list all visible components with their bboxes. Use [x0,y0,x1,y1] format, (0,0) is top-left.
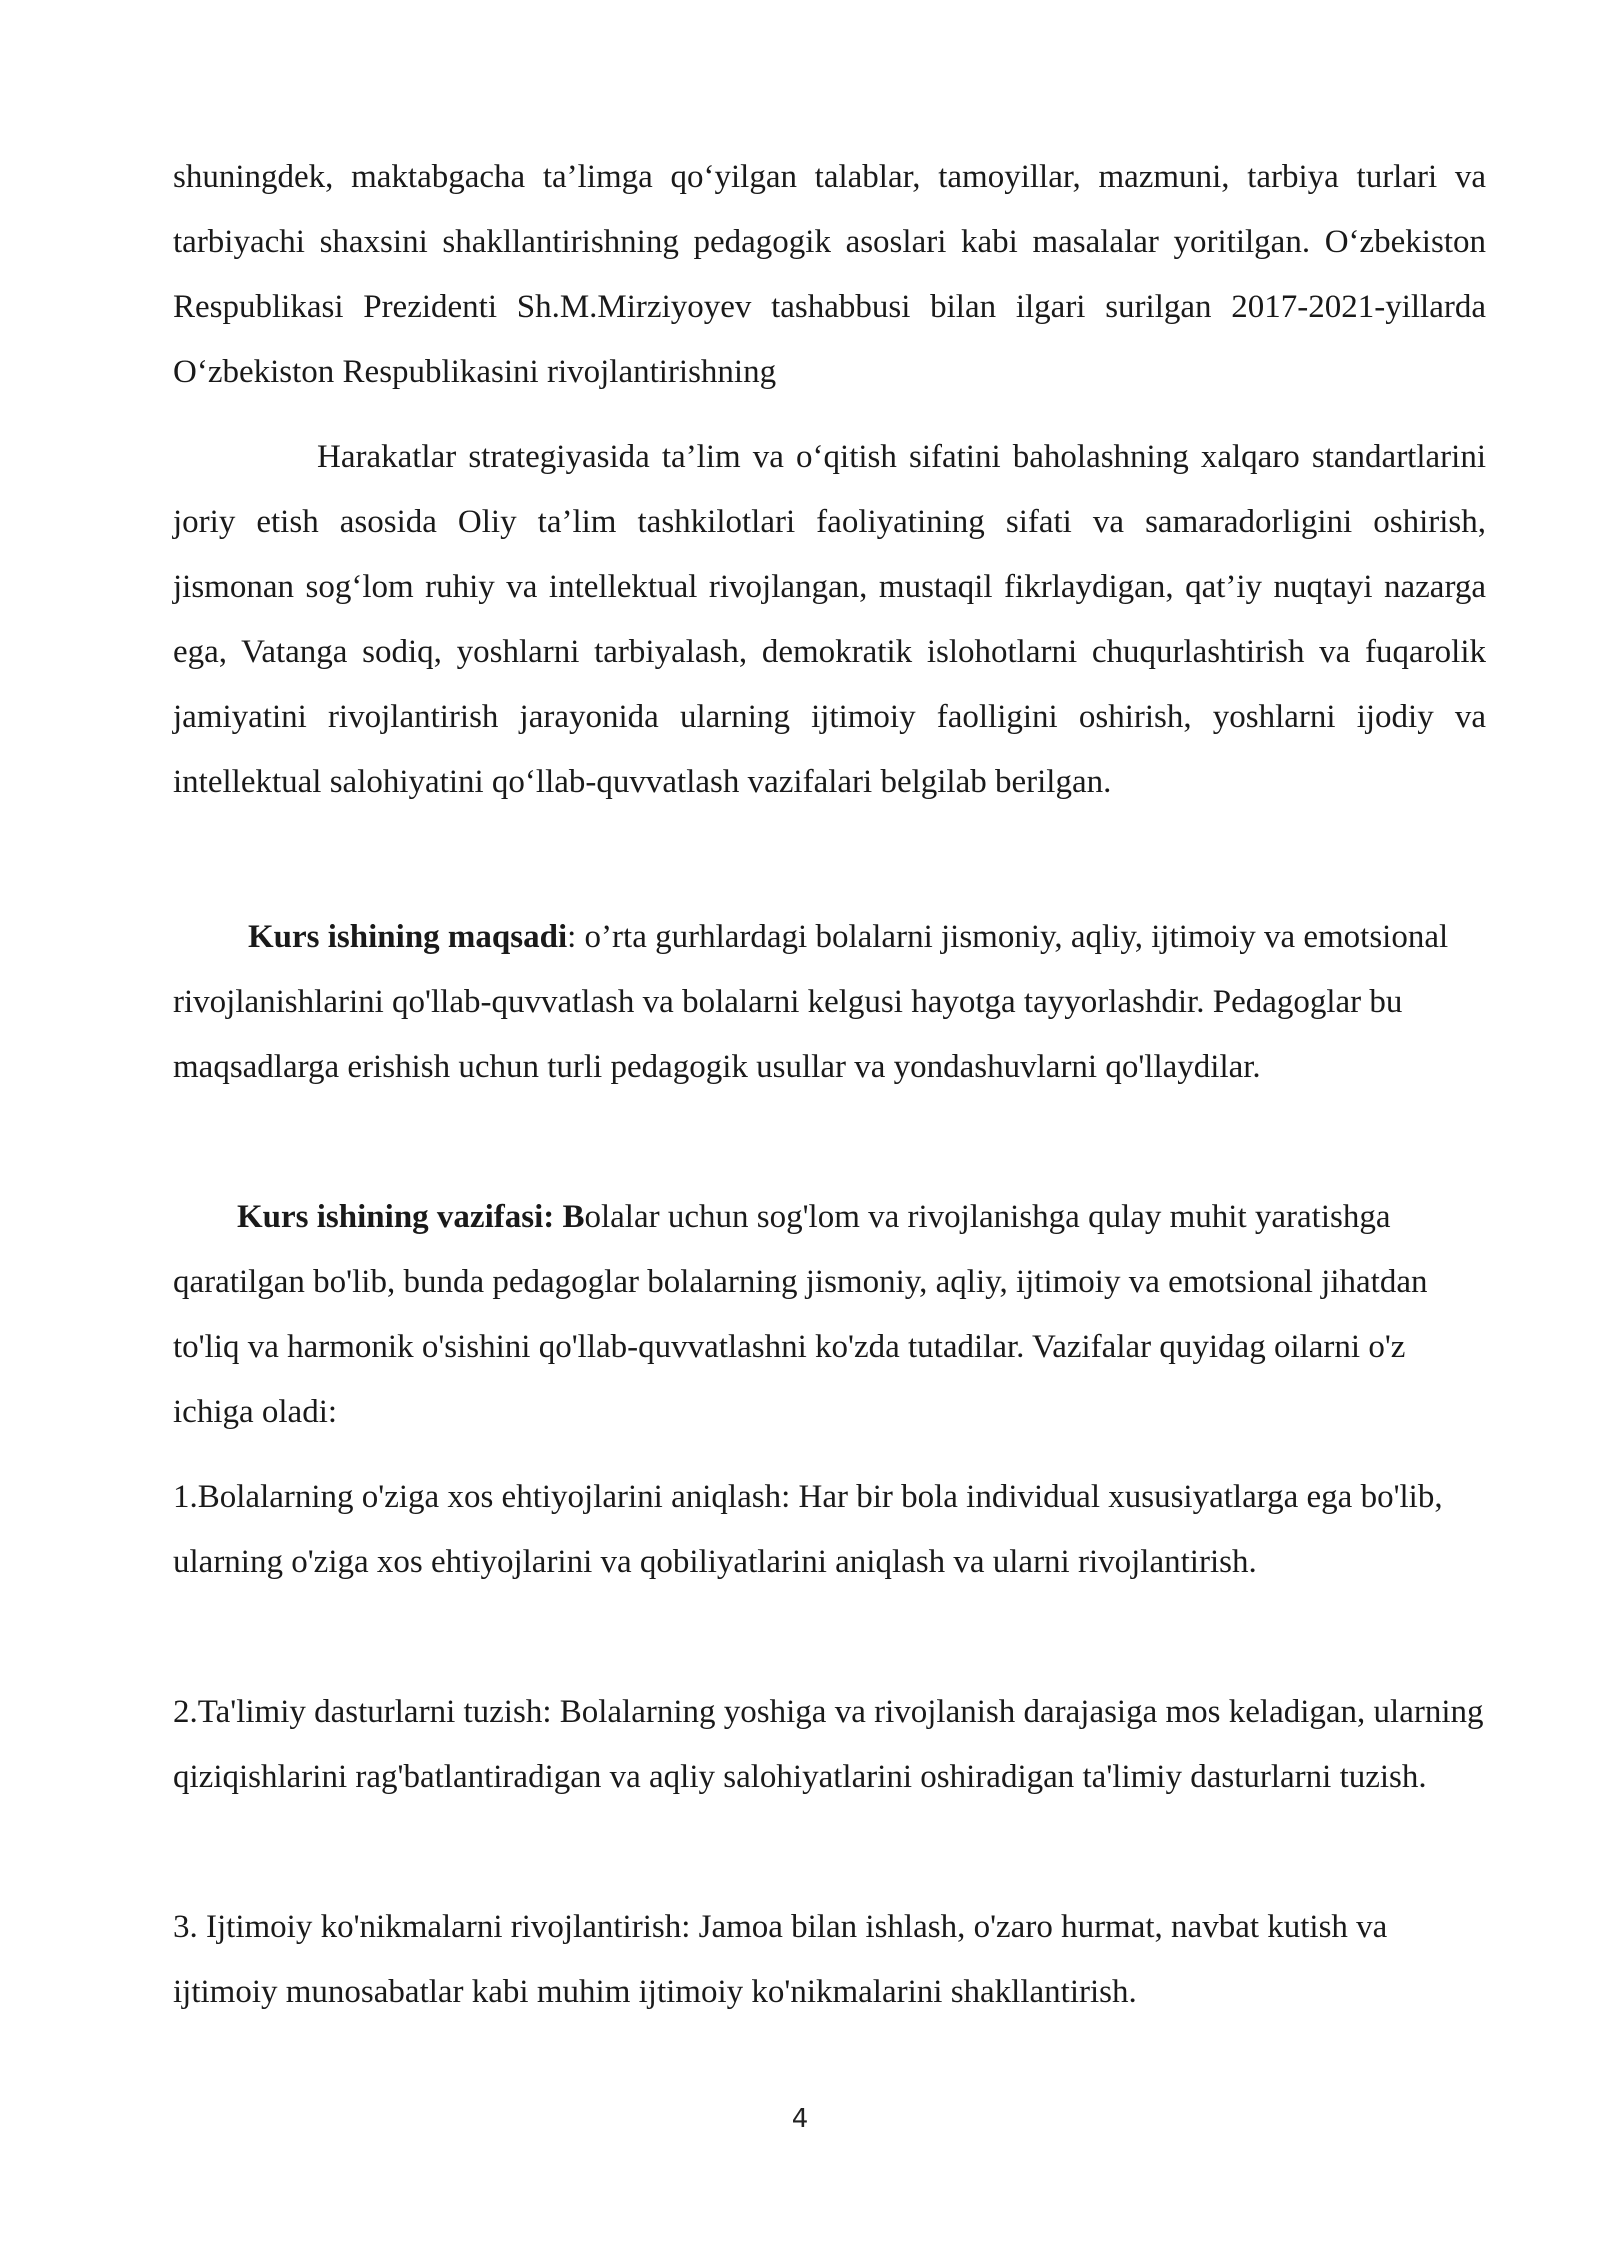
list-item-3: 3. Ijtimoiy ko'nikmalarni rivojlantirish: Jamoa bilan ishlash, o'zaro hurmat, navbat kutish va ijtimoiy munosabatlar kabi muhim ijtimoiy ko'nikmalarini shakllantirish. [173,1909,1388,2010]
tasks-text: olalar uchun sog'lom va rivojlanishga qulay muhit yaratishga qaratilgan bo'lib, bunda pedagoglar bolalarning jismoniy, aqliy, ijtimoiy va emotsional jihatdan to'liq va harmonik o'sishini qo'llab-quvvatlashni ko'zda tutadilar. Vazifalar quyidag oilarni o'z ichiga oladi: [173,1199,1428,1430]
tasks-heading: Kurs ishining vazifasi: B [237,1199,585,1235]
goal-heading: Kurs ishining maqsadi [248,919,568,955]
paragraph-tasks [173,1185,1486,1445]
goal-text: : o’rta gurhlardagi bolalarni jismoniy, aqliy, ijtimoiy va emotsional rivojlanishlarini qo'llab-quvvatlash va bolalarni kelgusi hayotga tayyorlashdir. Pedagoglar bu maqsadlarga erishish uchun turli pedagogik usullar va yondashuvlarni qo'llaydilar. [173,919,1449,1085]
paragraph-strategy [173,425,1486,815]
paragraph-strategy-text: Harakatlar strategiyasida ta’lim va o‘qitish sifatini baholashning xalqaro standartlarini joriy etish asosida Oliy ta’lim tashkilotlari faoliyatining sifati va samaradorligini oshirish, jismonan sog‘lom ruhiy va intellektual rivojlangan, mustaqil fikrlaydigan, qat’iy nuqtayi nazarga ega, Vatanga sodiq, yoshlarni tarbiyalash, demokratik islohotlarni chuqurlashtirish va fuqarolik jamiyatini rivojlantirish jarayonida ularning ijtimoiy faolligini oshirish, yoshlarni ijodiy va intellektual salohiyatini qo‘llab-quvvatlash vazifalari belgilab berilgan. [173,439,1486,800]
list-item-2: 2.Ta'limiy dasturlarni tuzish: Bolalarning yoshiga va rivojlanish darajasiga mos keladigan, ularning qiziqishlarini rag'batlantiradigan va aqliy salohiyatlarini oshiradigan ta'limiy dasturlarni tuzish. [173,1694,1484,1795]
page-number: 4 [791,2104,809,2134]
list-item-1: 1.Bolalarning o'ziga xos ehtiyojlarini aniqlash: Har bir bola individual xususiyatlarga ega bo'lib, ularning o'ziga xos ehtiyojlarini va qobiliyatlarini aniqlash va ularni rivojlantirish. [173,1479,1443,1580]
paragraph-intro-continuation: shuningdek, maktabgacha ta’limga qo‘yilgan talablar, tamoyillar, mazmuni, tarbiya turlari va tarbiyachi shaxsini shakllantirishning pedagogik asoslari kabi masalalar yoritilgan. O‘zbekiston Respublikasi Prezidenti Sh.M.Mirziyoyev tashabbusi bilan ilgari surilgan 2017-2021-yillarda O‘zbekiston Respublikasini rivojlantirishning [173,159,1486,390]
paragraph-goal [173,905,1486,1100]
